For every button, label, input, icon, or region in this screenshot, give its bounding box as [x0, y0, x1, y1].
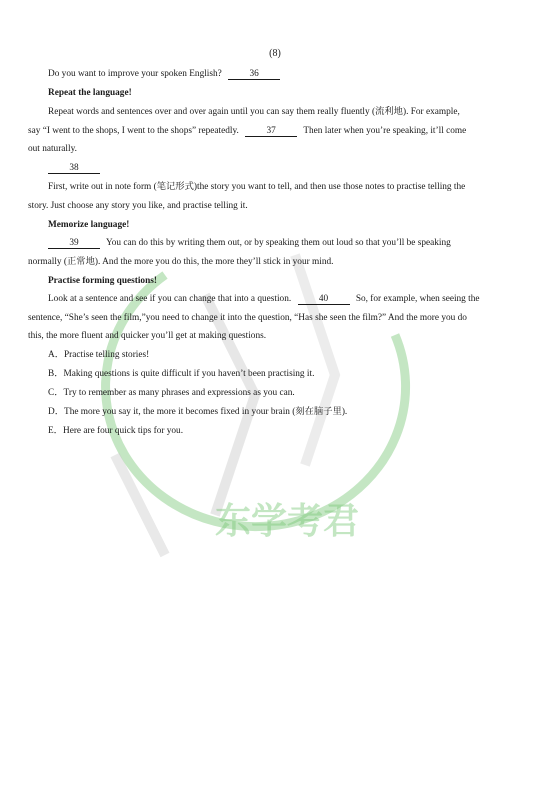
blank-37: 37: [245, 126, 297, 137]
option-text: Practise telling stories!: [64, 350, 150, 360]
blank-36: 36: [228, 69, 280, 80]
blank-40: 40: [298, 294, 350, 305]
option-b: [48, 368, 314, 380]
svg-text:东学考君: 东学考君: [215, 501, 360, 542]
paragraph-1-line-1: Repeat words and sentences over and over again until you can say them really fluently (流利地). For example,: [48, 107, 460, 117]
section-number: (8): [269, 48, 281, 59]
option-c: [48, 387, 295, 399]
option-letter: E．: [48, 426, 63, 436]
paragraph-1-text-a: say “I went to the shops, I went to the shops” repeatedly.: [28, 126, 239, 136]
heading-repeat: Repeat the language!: [48, 88, 132, 98]
paragraph-3-text: You can do this by writing them out, or by speaking them out loud so that you’ll be speaking: [105, 238, 451, 248]
heading-questions: Practise forming questions!: [48, 276, 157, 286]
option-text: Try to remember as many phrases and expressions as you can.: [63, 388, 295, 398]
option-letter: A．: [48, 350, 65, 360]
option-text: Making questions is quite difficult if you haven’t been practising it.: [63, 369, 315, 379]
paragraph-3-line-2: normally (正常地). And the more you do this, the more they’ll stick in your mind.: [28, 257, 334, 267]
heading-memorize: Memorize language!: [48, 220, 130, 230]
paragraph-4-text-b: So, for example, when seeing the: [355, 294, 480, 304]
paragraph-4-line-2: sentence, “She’s seen the film,”you need to change it into the question, “Has she seen the film?” And the more you do: [28, 313, 467, 323]
paragraph-1-line-3: out naturally.: [28, 144, 77, 154]
paragraph-2-line-2: story. Just choose any story you like, and practise telling it.: [28, 201, 248, 211]
option-letter: D．: [48, 407, 65, 417]
intro-question: Do you want to improve your spoken English?: [48, 69, 222, 79]
paragraph-4-line-3: this, the more fluent and quicker you’ll get at making questions.: [28, 331, 267, 341]
option-d: [48, 406, 347, 418]
option-letter: B．: [48, 369, 64, 379]
option-e: [48, 425, 183, 437]
paragraph-1-line-2: [28, 125, 466, 137]
blank-38: 38: [48, 163, 100, 174]
paragraph-4-line-1: [48, 293, 480, 305]
option-text: The more you say it, the more it becomes fixed in your brain (刻在脑子里).: [64, 407, 348, 417]
paragraph-4-text-a: Look at a sentence and see if you can change that into a question.: [48, 294, 292, 304]
option-letter: C．: [48, 388, 64, 398]
paragraph-2-line-1: First, write out in note form (笔记形式)the story you want to tell, and then use those notes to practise telling the: [48, 182, 466, 192]
option-a: [48, 349, 149, 361]
paragraph-1-text-b: Then later when you’re speaking, it’ll come: [303, 126, 467, 136]
option-text: Here are four quick tips for you.: [62, 426, 184, 436]
intro-line: [48, 68, 280, 80]
blank-39: 39: [48, 238, 100, 249]
paragraph-3-line-1: [48, 237, 451, 249]
blank-38-line: [48, 162, 100, 174]
